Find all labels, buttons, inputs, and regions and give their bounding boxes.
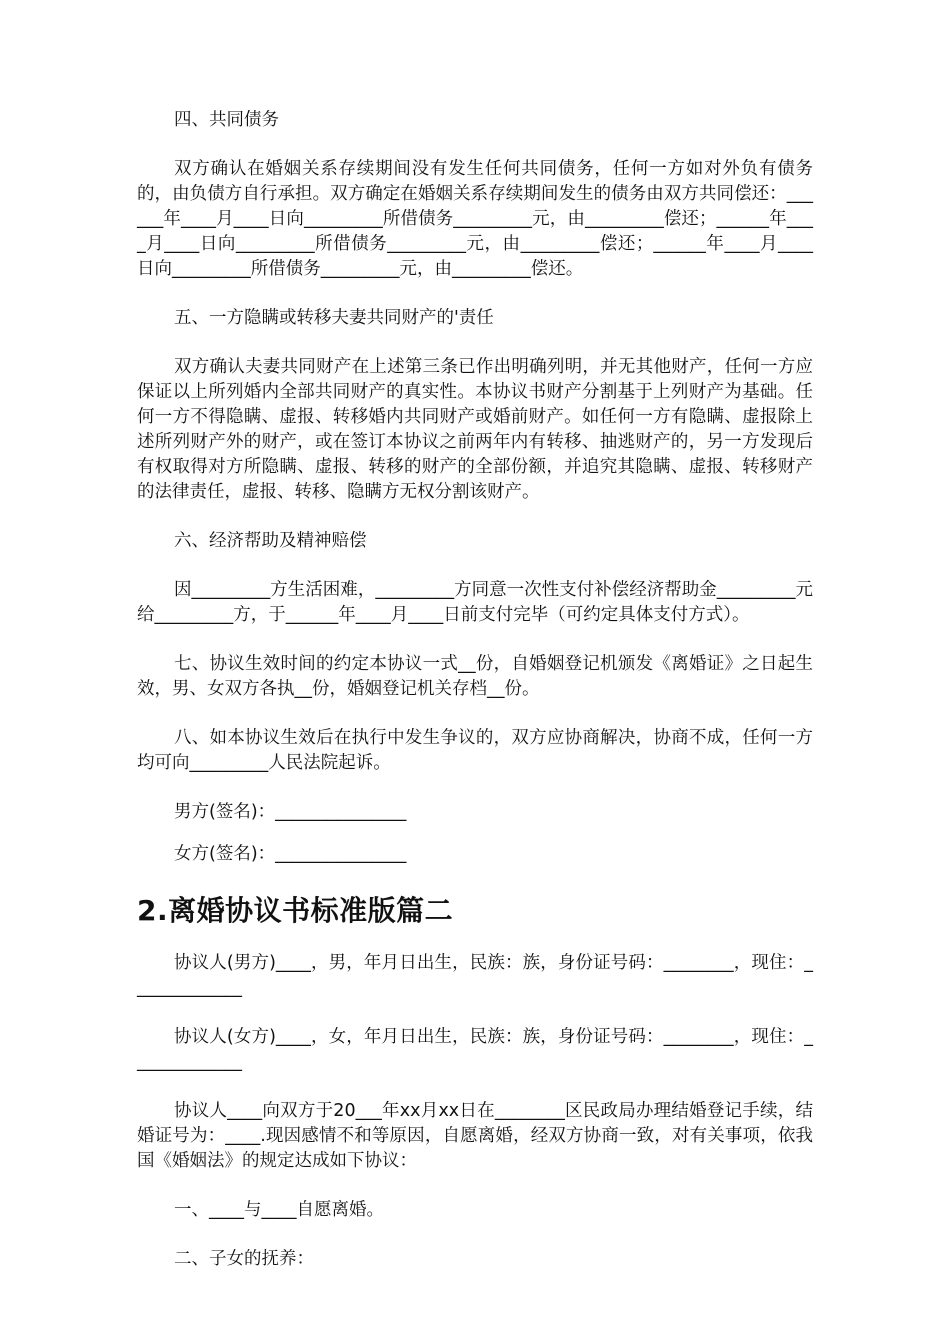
section-heading-debts: 四、共同债务 (174, 110, 279, 130)
party-female: 协议人(女方)____，女，年月日出生，民族：族，身份证号码：________，现住：_____________ (137, 1027, 813, 1072)
section-title-part2: 2.离婚协议书标准版篇二 (137, 894, 454, 927)
signature-male: 男方(签名)：_______________ (174, 802, 407, 822)
clause-child-custody: 二、子女的抚养： (174, 1249, 314, 1269)
section-heading-compensation: 六、经济帮助及精神赔偿 (174, 531, 367, 551)
document-body (137, 108, 813, 1272)
signature-female: 女方(签名)：_______________ (174, 844, 407, 864)
section-body-effective-date: 七、协议生效时间的约定本协议一式__份，自婚姻登记机颁发《离婚证》之日起生效，男、女双方各执__份，婚姻登记机关存档__份。 (137, 654, 813, 699)
section-body-compensation: 因_________方生活困难，_________方同意一次性支付补偿经济帮助金_________元给_________方，于______年____月____日前支付完毕（可约定具体支付方式）。 (137, 580, 813, 625)
section-body-debts: 双方确认在婚姻关系存续期间没有发生任何共同债务，任何一方如对外负有债务的，由负债方自行承担。双方确定在婚姻关系存续期间发生的债务由双方共同偿还：______年____月____日向_________所借债务_________元，由_________偿还；______年____月____日向_________所借债务_________元，由_________偿还；______年____月____日向_________所借债务_________元，由_________偿还。 (137, 159, 813, 279)
party-male: 协议人(男方)____，男，年月日出生，民族：族，身份证号码：________，现住：_____________ (137, 953, 813, 998)
section-body-concealment: 双方确认夫妻共同财产在上述第三条已作出明确列明，并无其他财产，任何一方应保证以上所列婚内全部共同财产的真实性。本协议书财产分割基于上列财产为基础。任何一方不得隐瞒、虚报、转移婚内共同财产或婚前财产。如任何一方有隐瞒、虚报除上述所列财产外的财产，或在签订本协议之前两年内有转移、抽逃财产的，另一方发现后有权取得对方所隐瞒、虚报、转移的财产的全部份额，并追究其隐瞒、虚报、转移财产的法律责任，虚报、转移、隐瞒方无权分割该财产。 (137, 357, 813, 502)
section-heading-concealment: 五、一方隐瞒或转移夫妻共同财产的'责任 (174, 308, 494, 328)
clause-divorce: 一、____与____自愿离婚。 (174, 1200, 384, 1220)
agreement-intro: 协议人____向双方于20___年xx月xx日在________区民政局办理结婚登记手续，结婚证号为：____.现因感情不和等原因，自愿离婚，经双方协商一致，对有关事项，依我国《婚姻法》的规定达成如下协议： (137, 1101, 813, 1171)
section-body-disputes: 八、如本协议生效后在执行中发生争议的，双方应协商解决，协商不成，任何一方均可向_________人民法院起诉。 (137, 728, 813, 773)
